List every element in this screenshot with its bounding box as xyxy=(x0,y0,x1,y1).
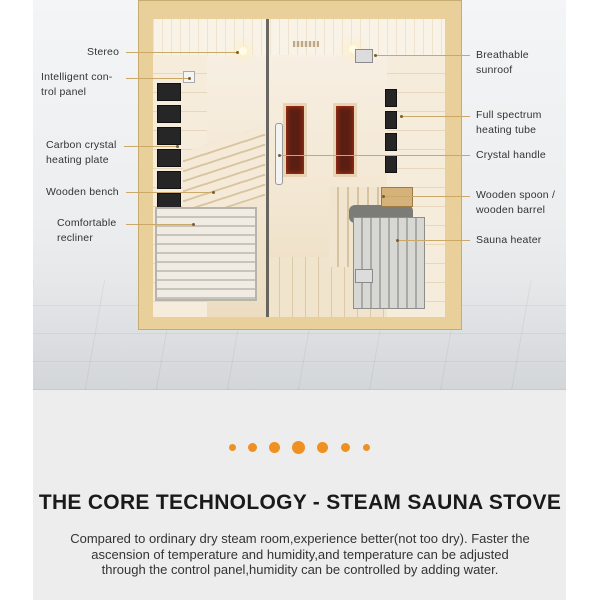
wooden-barrel xyxy=(381,187,413,207)
callout-line xyxy=(376,55,470,56)
dot-icon xyxy=(317,442,328,453)
ceiling xyxy=(153,19,445,55)
carbon-plate xyxy=(385,133,397,151)
carbon-plate xyxy=(157,171,181,189)
dot-icon xyxy=(269,442,280,453)
callout-wooden-bench: Wooden bench xyxy=(46,186,119,198)
callout-dot xyxy=(176,145,179,148)
carbon-plate xyxy=(385,111,397,129)
heating-tube xyxy=(333,103,357,177)
carbon-plate xyxy=(385,155,397,173)
callout-sauna-heater: Sauna heater xyxy=(476,234,542,246)
glass-door-edge xyxy=(266,19,269,317)
dot-icon xyxy=(229,444,236,451)
sauna-cabin xyxy=(138,0,462,330)
callout-control-panel: Intelligent con- trol panel xyxy=(41,71,113,98)
callout-dot xyxy=(400,115,403,118)
callout-dot xyxy=(192,223,195,226)
dot-icon xyxy=(292,441,305,454)
callout-line xyxy=(124,146,176,147)
ceiling-light xyxy=(239,47,247,55)
sauna-heater xyxy=(353,217,425,309)
callout-stereo: Stereo xyxy=(87,46,120,58)
door-hinge xyxy=(355,269,373,283)
carbon-plate xyxy=(157,149,181,167)
callout-crystal-handle: Crystal handle xyxy=(476,149,546,161)
callout-heating-tube: Full spectrum heating tube xyxy=(476,109,542,136)
callout-dot xyxy=(212,191,215,194)
callout-line xyxy=(402,116,470,117)
callout-carbon-plate: Carbon crystal heating plate xyxy=(46,139,117,166)
callout-dot xyxy=(374,54,377,57)
callout-spoon-barrel: Wooden spoon / wooden barrel xyxy=(476,189,556,216)
door-hinge xyxy=(355,49,373,63)
callout-line xyxy=(126,192,212,193)
callout-dot xyxy=(278,154,281,157)
sauna-interior xyxy=(153,19,445,317)
carbon-plate xyxy=(157,105,181,123)
carbon-plate xyxy=(385,89,397,107)
callout-line xyxy=(126,224,192,225)
callout-dot xyxy=(382,195,385,198)
callout-dot xyxy=(188,77,191,80)
dot-icon xyxy=(363,444,370,451)
dot-icon xyxy=(341,443,350,452)
heating-tube xyxy=(283,103,307,177)
dot-icon xyxy=(248,443,257,452)
callout-dot xyxy=(396,239,399,242)
sunroof-vent xyxy=(293,41,319,47)
callout-line xyxy=(398,240,470,241)
callout-sunroof: Breathable sunroof xyxy=(476,49,529,76)
callout-dot xyxy=(236,51,239,54)
callout-line xyxy=(384,196,470,197)
callout-line xyxy=(126,78,188,79)
callout-recliner: Comfortable recliner xyxy=(57,217,117,244)
section-body: Compared to ordinary dry steam room,experience better(not too dry). Faster the ascension of temperature and humidity,and temperature can be adjusted through the control panel,humidity can be controlled by adding water. xyxy=(70,531,530,577)
section-title: THE CORE TECHNOLOGY - STEAM SAUNA STOVE xyxy=(38,491,562,514)
callout-line xyxy=(280,155,470,156)
callout-line xyxy=(126,52,236,53)
recliner xyxy=(155,207,257,301)
decorative-dots xyxy=(0,440,600,456)
carbon-plate xyxy=(157,83,181,101)
carbon-plate xyxy=(157,127,181,145)
